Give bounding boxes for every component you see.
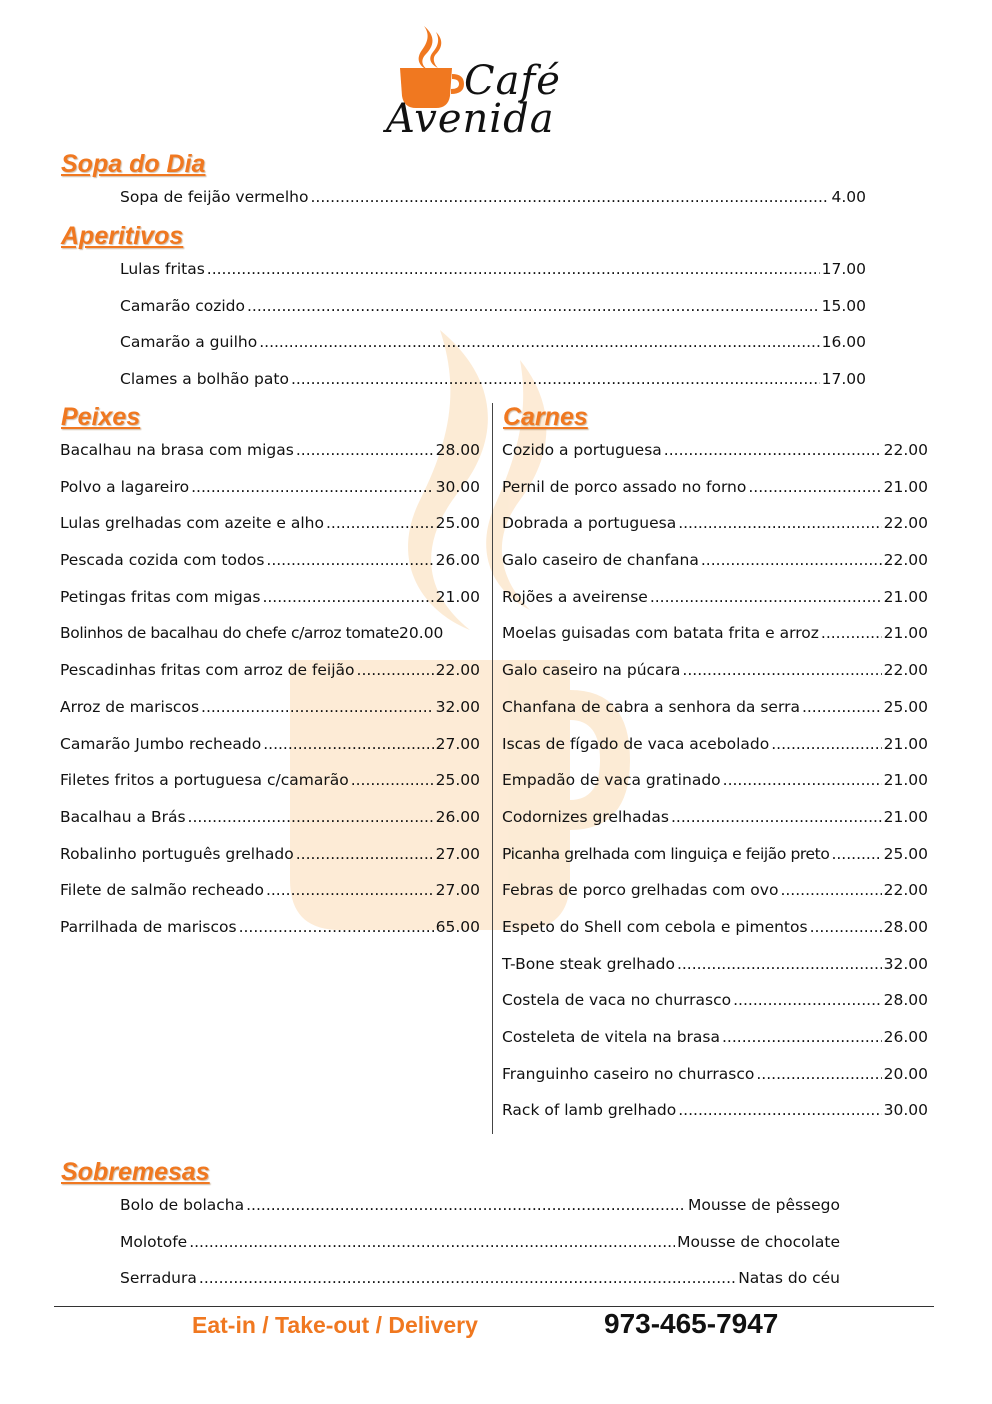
menu-item: [502, 880, 928, 917]
dot-leader: [678, 513, 881, 533]
peixes-list: [60, 440, 480, 954]
item-price: 22.00: [883, 514, 928, 533]
heading-sopa: Sopa do Dia: [61, 150, 206, 178]
dot-leader: [351, 770, 434, 790]
heading-aperitivos: Aperitivos: [61, 222, 184, 250]
dot-leader: [207, 259, 820, 279]
logo: [384, 18, 594, 148]
item-price: 16.00: [821, 333, 866, 352]
item-price: 30.00: [435, 477, 480, 496]
item-price: 22.00: [883, 881, 928, 900]
item-name: Dobrada a portuguesa: [502, 514, 677, 533]
dot-leader: [296, 440, 434, 460]
item-name: Camarão Jumbo recheado: [60, 734, 262, 753]
dot-leader: [310, 187, 829, 207]
menu-item: [60, 623, 480, 660]
menu-item: [502, 587, 928, 624]
item-name: Molotofe: [120, 1232, 188, 1251]
item-price: 21.00: [883, 477, 928, 496]
heading-sobremesas: Sobremesas: [61, 1158, 210, 1186]
item-name: Sopa de feijão vermelho: [120, 188, 309, 206]
menu-item: [502, 513, 928, 550]
item-price: 30.00: [883, 1101, 928, 1120]
dot-leader: [326, 513, 434, 533]
menu-item: [502, 954, 928, 991]
item-price: 32.00: [883, 954, 928, 973]
dot-leader: [677, 954, 882, 974]
dot-leader: [246, 1195, 686, 1215]
item-price: 20.00: [399, 624, 444, 643]
dot-leader: [678, 1100, 881, 1120]
dot-leader: [810, 917, 882, 937]
item-name: Robalinho português grelhado: [60, 844, 294, 863]
menu-item: [502, 1100, 928, 1137]
dot-leader: [723, 770, 882, 790]
item-name: Filetes fritos a portuguesa c/camarão: [60, 771, 349, 790]
menu-item: [60, 587, 480, 624]
item-name: Codornizes grelhadas: [502, 807, 669, 826]
menu-item: [502, 440, 928, 477]
dot-leader: [191, 477, 434, 497]
item-price: 27.00: [435, 844, 480, 863]
item-price: 25.00: [435, 514, 480, 533]
item-name: Costela de vaca no churrasco: [502, 991, 732, 1010]
sopa-list: [120, 187, 866, 224]
item-price: 22.00: [883, 551, 928, 570]
item-name-right: Mousse de chocolate: [677, 1232, 840, 1251]
item-name: Lulas fritas: [120, 260, 205, 278]
item-name: Polvo a lagareiro: [60, 477, 190, 496]
item-name: Franguinho caseiro no churrasco: [502, 1064, 755, 1083]
item-name: Clames a bolhão pato: [120, 370, 289, 389]
item-name: Pescada cozida com todos: [60, 551, 265, 570]
menu-item: [60, 880, 480, 917]
aperitivos-list: [120, 259, 866, 406]
logo-text-avenida: Avenida: [386, 96, 555, 142]
item-price: 4.00: [831, 188, 866, 206]
menu-item: [60, 734, 480, 771]
item-price: 21.00: [883, 807, 928, 826]
dot-leader: [291, 369, 820, 389]
item-price: 26.00: [435, 807, 480, 826]
item-name: Serradura: [120, 1269, 197, 1288]
item-price: 21.00: [883, 771, 928, 790]
dot-leader: [296, 844, 434, 864]
menu-item: [502, 1064, 928, 1101]
menu-item: [120, 369, 866, 406]
item-price: 22.00: [883, 441, 928, 459]
dot-leader: [722, 1027, 882, 1047]
item-name: Bacalhau na brasa com migas: [60, 441, 294, 459]
item-name: Filete de salmão recheado: [60, 881, 264, 900]
item-price: 17.00: [821, 370, 866, 389]
menu-item: [60, 440, 480, 477]
menu-item: [60, 477, 480, 514]
menu-item: [60, 844, 480, 881]
menu-item: [502, 807, 928, 844]
menu-item: [60, 770, 480, 807]
item-price: 28.00: [883, 917, 928, 936]
dot-leader: [682, 660, 881, 680]
dot-leader: [733, 990, 882, 1010]
item-price: 21.00: [883, 624, 928, 643]
dot-leader: [189, 1232, 675, 1252]
menu-item: [60, 550, 480, 587]
item-name-right: Natas do céu: [738, 1269, 840, 1288]
item-name: Bacalhau a Brás: [60, 807, 186, 826]
menu-item: [120, 187, 866, 224]
heading-carnes: Carnes: [503, 403, 588, 431]
item-name: Camarão cozido: [120, 296, 245, 315]
dot-leader: [262, 587, 433, 607]
menu-item: [502, 1027, 928, 1064]
dot-leader: [748, 477, 881, 497]
menu-item: [60, 917, 480, 954]
carnes-list: [502, 440, 928, 1137]
dot-leader: [756, 1064, 881, 1084]
dot-leader: [259, 332, 819, 352]
menu-item: [60, 697, 480, 734]
item-name: Lulas grelhadas com azeite e alho: [60, 514, 324, 533]
item-name: Bolinhos de bacalhau do chefe c/arroz tomate: [60, 624, 400, 643]
menu-item: [502, 550, 928, 587]
dot-leader: [650, 587, 882, 607]
menu-item: [502, 917, 928, 954]
menu-item: [120, 1268, 840, 1305]
item-name: Camarão a guilho: [120, 333, 258, 352]
item-price: 20.00: [883, 1064, 928, 1083]
menu-item: [502, 844, 928, 881]
menu-item: [60, 807, 480, 844]
dot-leader: [831, 844, 881, 864]
item-price: 65.00: [435, 917, 480, 936]
item-price: 15.00: [821, 296, 866, 315]
item-price: 22.00: [435, 661, 480, 680]
dot-leader: [188, 807, 434, 827]
menu-item: [120, 332, 866, 369]
item-price: 32.00: [435, 697, 480, 716]
menu-item: [120, 259, 866, 296]
dot-leader: [780, 880, 881, 900]
item-price: 25.00: [435, 771, 480, 790]
item-name: Rojões a aveirense: [502, 587, 648, 606]
item-name: T-Bone steak grelhado: [502, 954, 675, 973]
item-name: Cozido a portuguesa: [502, 441, 662, 459]
logo-text-cafe: Café: [464, 58, 561, 104]
sobremesas-list: [120, 1195, 840, 1305]
menu-item: [120, 1232, 840, 1269]
footer-phone[interactable]: 973-465-7947: [604, 1308, 779, 1339]
item-price: 25.00: [883, 697, 928, 716]
menu-item: [60, 513, 480, 550]
menu-item: [502, 697, 928, 734]
item-name-right: Mousse de pêssego: [688, 1196, 840, 1214]
item-name: Moelas guisadas com batata frita e arroz: [502, 624, 819, 643]
footer-service-options: Eat-in / Take-out / Delivery: [192, 1312, 478, 1338]
item-name: Costeleta de vitela na brasa: [502, 1028, 720, 1046]
item-price: 21.00: [883, 734, 928, 753]
dot-leader: [247, 296, 820, 316]
menu-item: [120, 296, 866, 333]
dot-leader: [266, 550, 433, 570]
item-name: Chanfana de cabra a senhora da serra: [502, 697, 800, 716]
item-name: Pescadinhas fritas com arroz de feijão: [60, 661, 355, 680]
item-name: Galo caseiro de chanfana: [502, 551, 699, 570]
item-name: Galo caseiro na púcara: [502, 661, 681, 680]
item-price: 28.00: [883, 991, 928, 1010]
item-name: Empadão de vaca gratinado: [502, 771, 721, 790]
item-price: 27.00: [435, 734, 480, 753]
heading-peixes: Peixes: [61, 403, 141, 431]
item-name: Arroz de mariscos: [60, 697, 200, 716]
item-price: 22.00: [883, 661, 928, 680]
menu-item: [120, 1195, 840, 1232]
column-divider: [492, 403, 493, 1134]
item-name: Picanha grelhada com linguiça e feijão preto: [502, 844, 830, 863]
item-price: 21.00: [435, 587, 480, 606]
item-name: Bolo de bolacha: [120, 1196, 245, 1214]
dot-leader: [239, 917, 434, 937]
dot-leader: [664, 440, 882, 460]
footer-rule: [54, 1306, 934, 1307]
dot-leader: [821, 623, 882, 643]
item-price: 17.00: [821, 260, 866, 278]
item-name: Iscas de fígado de vaca acebolado: [502, 734, 770, 753]
item-price: 26.00: [883, 1028, 928, 1046]
menu-item: [502, 623, 928, 660]
dot-leader: [357, 660, 434, 680]
menu-item: [60, 660, 480, 697]
item-price: 21.00: [883, 587, 928, 606]
item-name: Espeto do Shell com cebola e pimentos: [502, 917, 808, 936]
item-name: Parrilhada de mariscos: [60, 917, 237, 936]
dot-leader: [199, 1268, 736, 1288]
item-name: Febras de porco grelhadas com ovo: [502, 881, 779, 900]
dot-leader: [802, 697, 882, 717]
item-name: Petingas fritas com migas: [60, 587, 261, 606]
menu-item: [502, 770, 928, 807]
dot-leader: [266, 880, 434, 900]
menu-item: [502, 660, 928, 697]
menu-item: [502, 477, 928, 514]
menu-item: [502, 734, 928, 771]
menu-item: [502, 990, 928, 1027]
item-price: 27.00: [435, 881, 480, 900]
dot-leader: [771, 734, 881, 754]
item-name: Rack of lamb grelhado: [502, 1101, 677, 1120]
dot-leader: [671, 807, 882, 827]
item-name: Pernil de porco assado no forno: [502, 477, 747, 496]
item-price: 28.00: [435, 441, 480, 459]
dot-leader: [201, 697, 434, 717]
dot-leader: [263, 734, 433, 754]
dot-leader: [701, 550, 882, 570]
item-price: 25.00: [883, 844, 928, 863]
item-price: 26.00: [435, 551, 480, 570]
